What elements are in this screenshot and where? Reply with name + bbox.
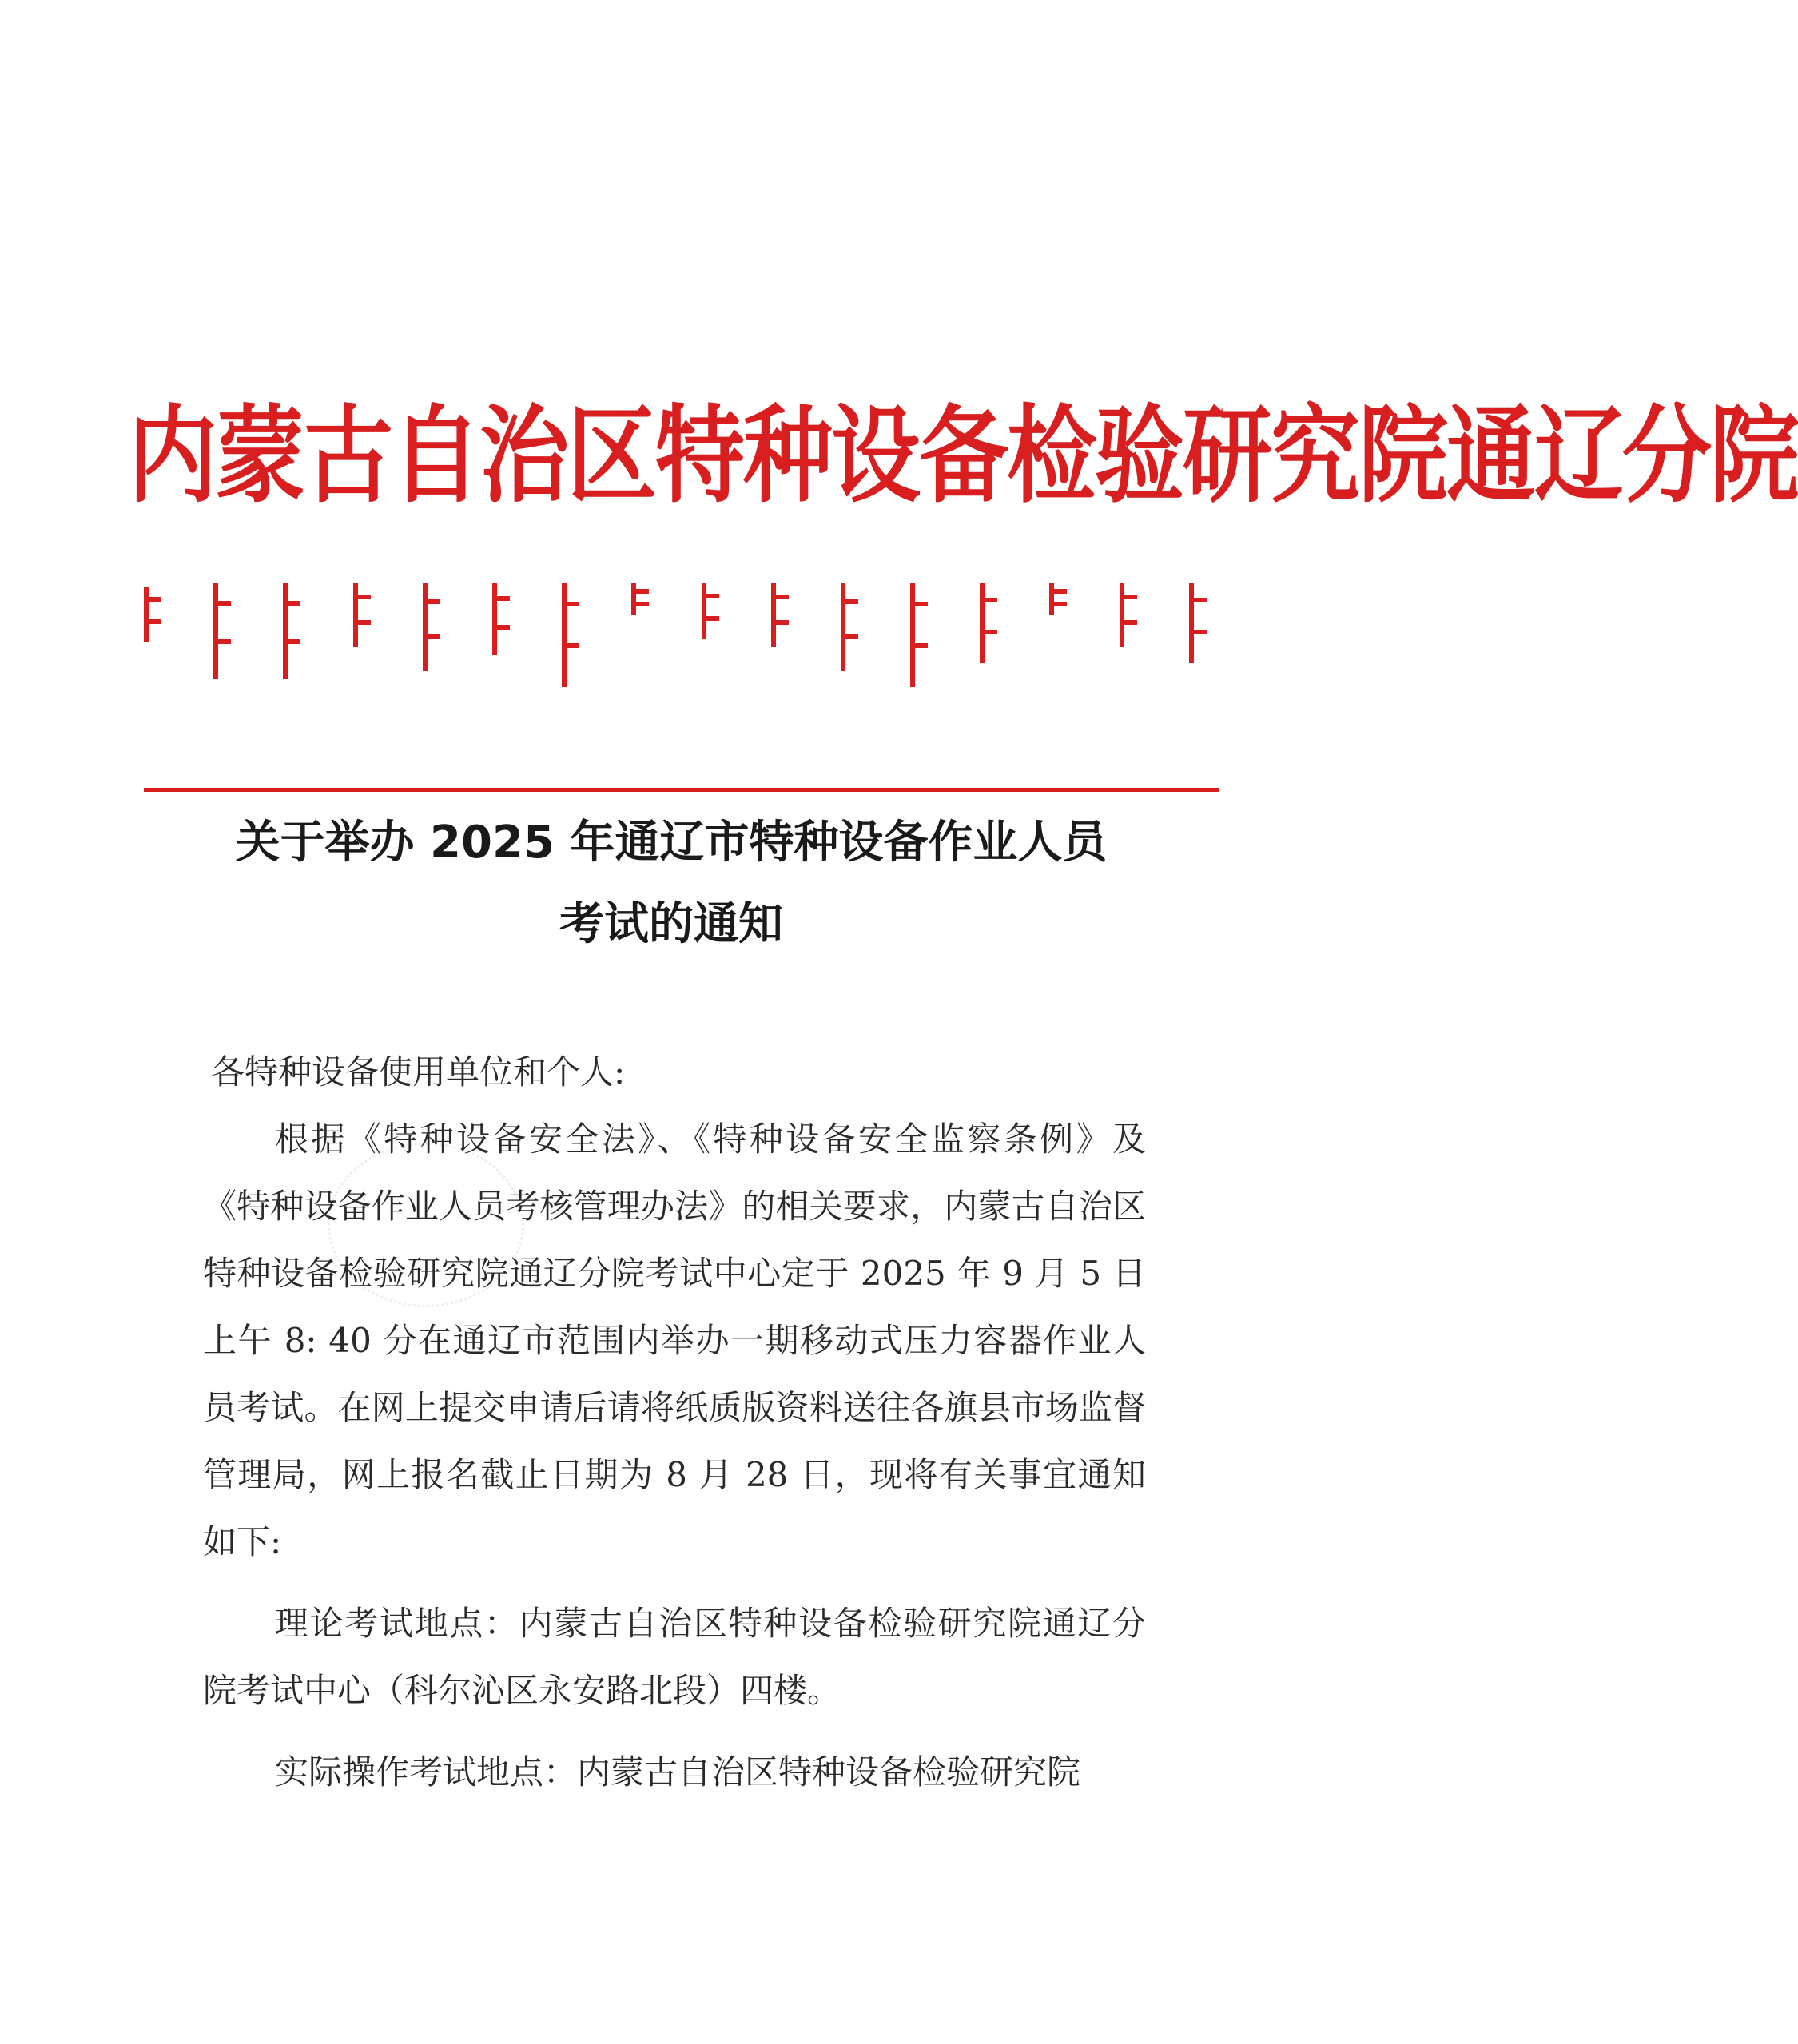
mongolian-word [562,583,587,687]
mongolian-word [910,583,936,687]
letterhead-divider [144,788,1219,792]
salutation: 各特种设备使用单位和个人: [211,1052,626,1092]
paragraph-theory-exam-location: 理论考试地点：内蒙古自治区特种设备检验研究院通辽分院考试中心（科尔沁区永安路北段）四楼。 [203,1604,1146,1710]
paragraph-practical-exam-location: 实际操作考试地点：内蒙古自治区特种设备检验研究院 [275,1752,1081,1791]
mongolian-word [213,583,239,679]
letterhead-org-name: 内蒙古自治区特种设备检验研究院通辽分院 [128,394,1798,518]
notice-title-line2: 考试的通知 [559,898,783,950]
letterhead-mongolian-script [144,583,1215,703]
paragraph-intro: 根据《特种设备安全法》、《特种设备安全监察条例》及《特种设备作业人员考核管理办法》的相关要求，内蒙古自治区特种设备检验研究院通辽分院考试中心定于 2025 年 9 月 5 日上午 8: 40 分在通辽市范围内举办一期移动式压力容器作业人员考试。在网上提交申请后请将纸质版资料送往各旗县市场监督管理局，网上报名截止日期为 8 月 28 日，现将有关事宜通知如下: [203,1119,1146,1561]
mongolian-word [841,583,866,671]
mongolian-word [702,583,727,639]
mongolian-word [631,583,657,615]
mongolian-word [283,583,308,679]
mongolian-word [423,583,448,671]
notice-title-line1: 关于举办 2025 年通辽市特种设备作业人员 [235,817,1108,869]
mongolian-word [1120,583,1145,647]
mongolian-word [144,587,169,642]
mongolian-word [980,583,1005,663]
mongolian-word [1049,583,1075,615]
mongolian-word [353,583,379,647]
notice-body [203,1039,1146,1806]
mongolian-word [1189,583,1215,663]
mongolian-word [771,583,797,647]
mongolian-word [492,583,518,655]
